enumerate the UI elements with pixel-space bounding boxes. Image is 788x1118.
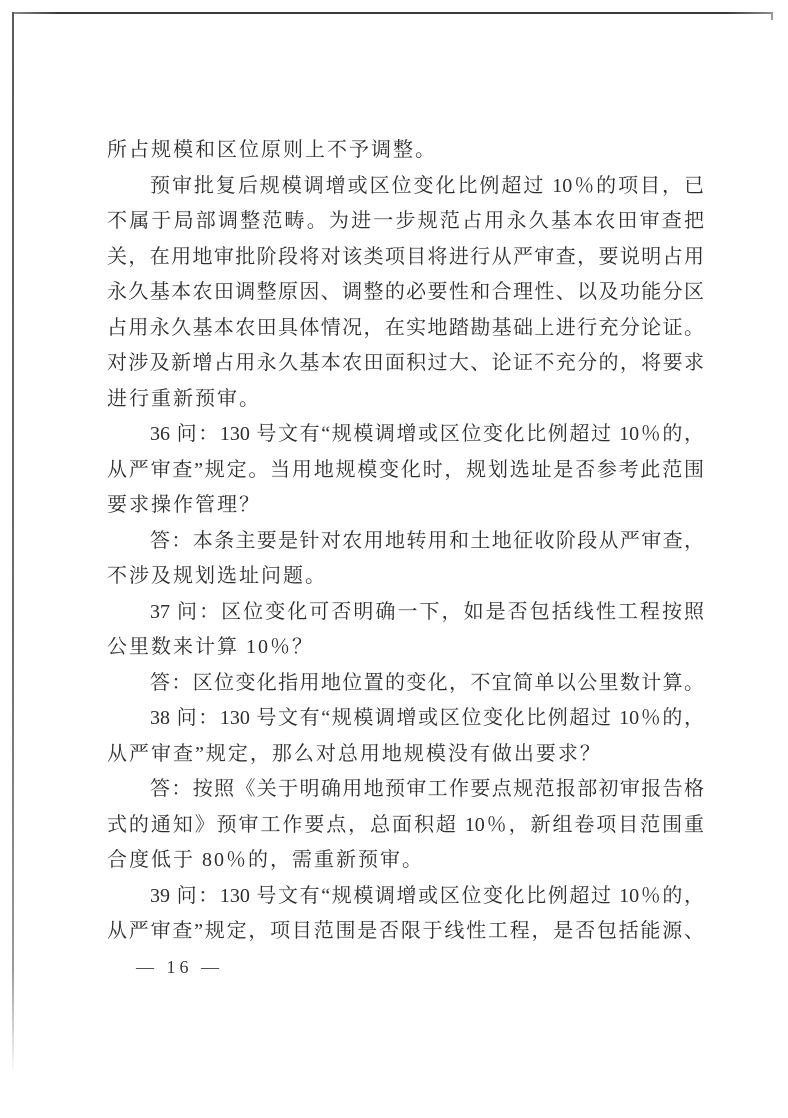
scan-border-corner bbox=[771, 13, 773, 20]
text-line: 从严审查”规定，那么对总用地规模没有做出要求？ bbox=[107, 742, 602, 765]
text-line: 永久基本农田调整原因、调整的必要性和合理性、以及功能分区 bbox=[107, 281, 704, 303]
text-line: 37 问：区位变化可否明确一下，如是否包括线性工程按照 bbox=[150, 600, 704, 623]
text-line: 不属于局部调整范畴。为进一步规范占用永久基本农田审查把 bbox=[107, 210, 704, 232]
text-line: 从严审查”规定。当用地规模变化时，规划选址是否参考此范围 bbox=[107, 458, 704, 481]
text-line: 进行重新预审。 bbox=[107, 387, 261, 410]
text-line: 式的通知》预审工作要点，总面积超 10％，新组卷项目范围重 bbox=[107, 813, 704, 836]
text-line: 对涉及新增占用永久基本农田面积过大、论证不充分的，将要求 bbox=[107, 352, 704, 374]
text-line: 答：按照《关于明确用地预审工作要点规范报部初审报告格 bbox=[150, 778, 704, 800]
scan-border-left bbox=[12, 12, 14, 1075]
text-line: 不涉及规划选址问题。 bbox=[107, 565, 327, 587]
document-body bbox=[107, 133, 704, 950]
text-line: 要求操作管理？ bbox=[107, 494, 261, 516]
text-line: 关，在用地审批阶段将对该类项目将进行从严审查，要说明占用 bbox=[107, 245, 704, 268]
text-line: 38 问：130 号文有“规模调增或区位变化比例超过 10％的， bbox=[150, 707, 704, 729]
text-line: 答：本条主要是针对农用地转用和土地征收阶段从严审查， bbox=[150, 529, 704, 552]
text-line: 预审批复后规模调增或区位变化比例超过 10％的项目，已 bbox=[150, 174, 704, 197]
text-line: 39 问：130 号文有“规模调增或区位变化比例超过 10％的， bbox=[150, 884, 704, 907]
scan-border-top bbox=[12, 12, 773, 14]
text-line: 占用永久基本农田具体情况，在实地踏勘基础上进行充分论证。 bbox=[107, 316, 704, 339]
text-line: 合度低于 80％的，需重新预审。 bbox=[107, 849, 424, 871]
text-line: 答：区位变化指用地位置的变化，不宜简单以公里数计算。 bbox=[150, 671, 704, 694]
page-number: — 16 — bbox=[136, 957, 223, 977]
text-line: 36 问：130 号文有“规模调增或区位变化比例超过 10％的， bbox=[150, 423, 704, 445]
text-line: 所占规模和区位原则上不予调整。 bbox=[107, 139, 437, 161]
text-line: 公里数来计算 10％？ bbox=[107, 636, 314, 658]
text-line: 从严审查”规定，项目范围是否限于线性工程，是否包括能源、 bbox=[107, 920, 704, 942]
